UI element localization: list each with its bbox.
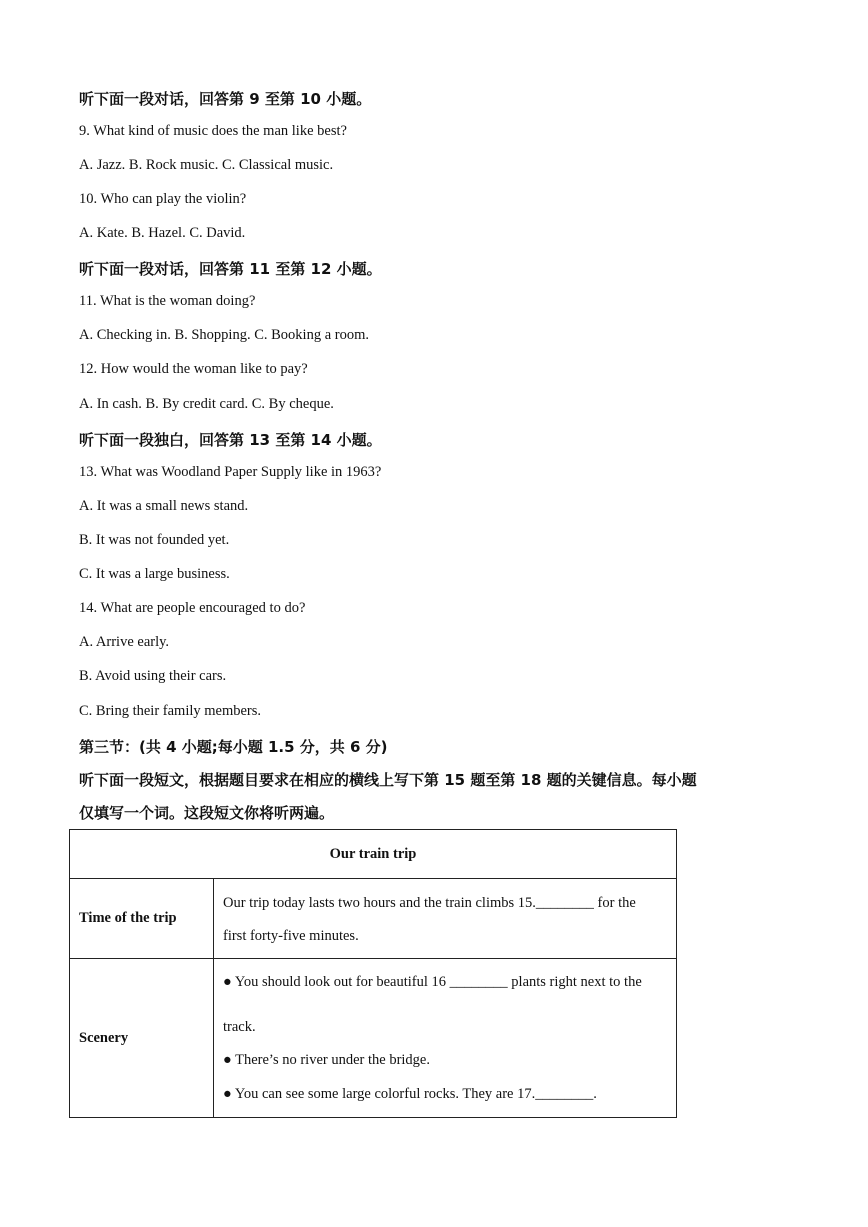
option-14-b: B. Avoid using their cars. bbox=[79, 668, 227, 684]
question-9: 9. What kind of music does the man like best? bbox=[79, 123, 347, 139]
row-content-time bbox=[214, 879, 677, 959]
train-trip-table bbox=[69, 829, 677, 1118]
scenery-bullet-2: ● There’s no river under the bridge. bbox=[223, 1052, 430, 1068]
heading-q11-12: 听下面一段对话，回答第 11 至第 12 小题。 bbox=[79, 260, 382, 278]
question-12: 12. How would the woman like to pay? bbox=[79, 361, 308, 377]
table-row bbox=[70, 879, 677, 959]
row-label-time: Time of the trip bbox=[70, 879, 214, 959]
question-10: 10. Who can play the violin? bbox=[79, 191, 247, 207]
question-11: 11. What is the woman doing? bbox=[79, 293, 256, 309]
section-3-instruction-line1: 听下面一段短文，根据题目要求在相应的横线上写下第 15 题至第 18 题的关键信息。每小题 bbox=[79, 771, 697, 789]
options-9: A. Jazz. B. Rock music. C. Classical music. bbox=[79, 157, 334, 173]
table-header-row bbox=[70, 830, 677, 879]
question-13: 13. What was Woodland Paper Supply like in 1963? bbox=[79, 464, 382, 480]
option-14-c: C. Bring their family members. bbox=[79, 703, 262, 719]
scenery-bullet-1-line-1: ● You should look out for beautiful 16 ________ plants right next to the bbox=[223, 974, 642, 990]
option-14-a: A. Arrive early. bbox=[79, 634, 170, 650]
option-13-a: A. It was a small news stand. bbox=[79, 498, 249, 514]
question-14: 14. What are people encouraged to do? bbox=[79, 600, 306, 616]
table-row bbox=[70, 959, 677, 1118]
option-13-c: C. It was a large business. bbox=[79, 566, 230, 582]
row-content-scenery bbox=[214, 959, 677, 1118]
scenery-bullet-3: ● You can see some large colorful rocks. They are 17.________. bbox=[223, 1085, 597, 1102]
row-label-scenery: Scenery bbox=[70, 959, 214, 1118]
section-3-title: 第三节：(共 4 小题;每小题 1.5 分，共 6 分) bbox=[79, 738, 388, 756]
time-line-2: first forty-five minutes. bbox=[223, 928, 359, 944]
heading-q9-10: 听下面一段对话，回答第 9 至第 10 小题。 bbox=[79, 90, 372, 108]
heading-q13-14: 听下面一段独白，回答第 13 至第 14 小题。 bbox=[79, 431, 382, 449]
table-title: Our train trip bbox=[70, 830, 677, 879]
options-10: A. Kate. B. Hazel. C. David. bbox=[79, 225, 246, 241]
section-3-instruction-line2: 仅填写一个词。这段短文你将听两遍。 bbox=[79, 804, 335, 822]
scenery-bullet-1-line-2: track. bbox=[223, 1018, 256, 1035]
option-13-b: B. It was not founded yet. bbox=[79, 532, 230, 548]
options-11: A. Checking in. B. Shopping. C. Booking a room. bbox=[79, 327, 369, 343]
time-line-1: Our trip today lasts two hours and the train climbs 15.________ for the bbox=[223, 894, 636, 911]
options-12: A. In cash. B. By credit card. C. By cheque. bbox=[79, 396, 334, 412]
